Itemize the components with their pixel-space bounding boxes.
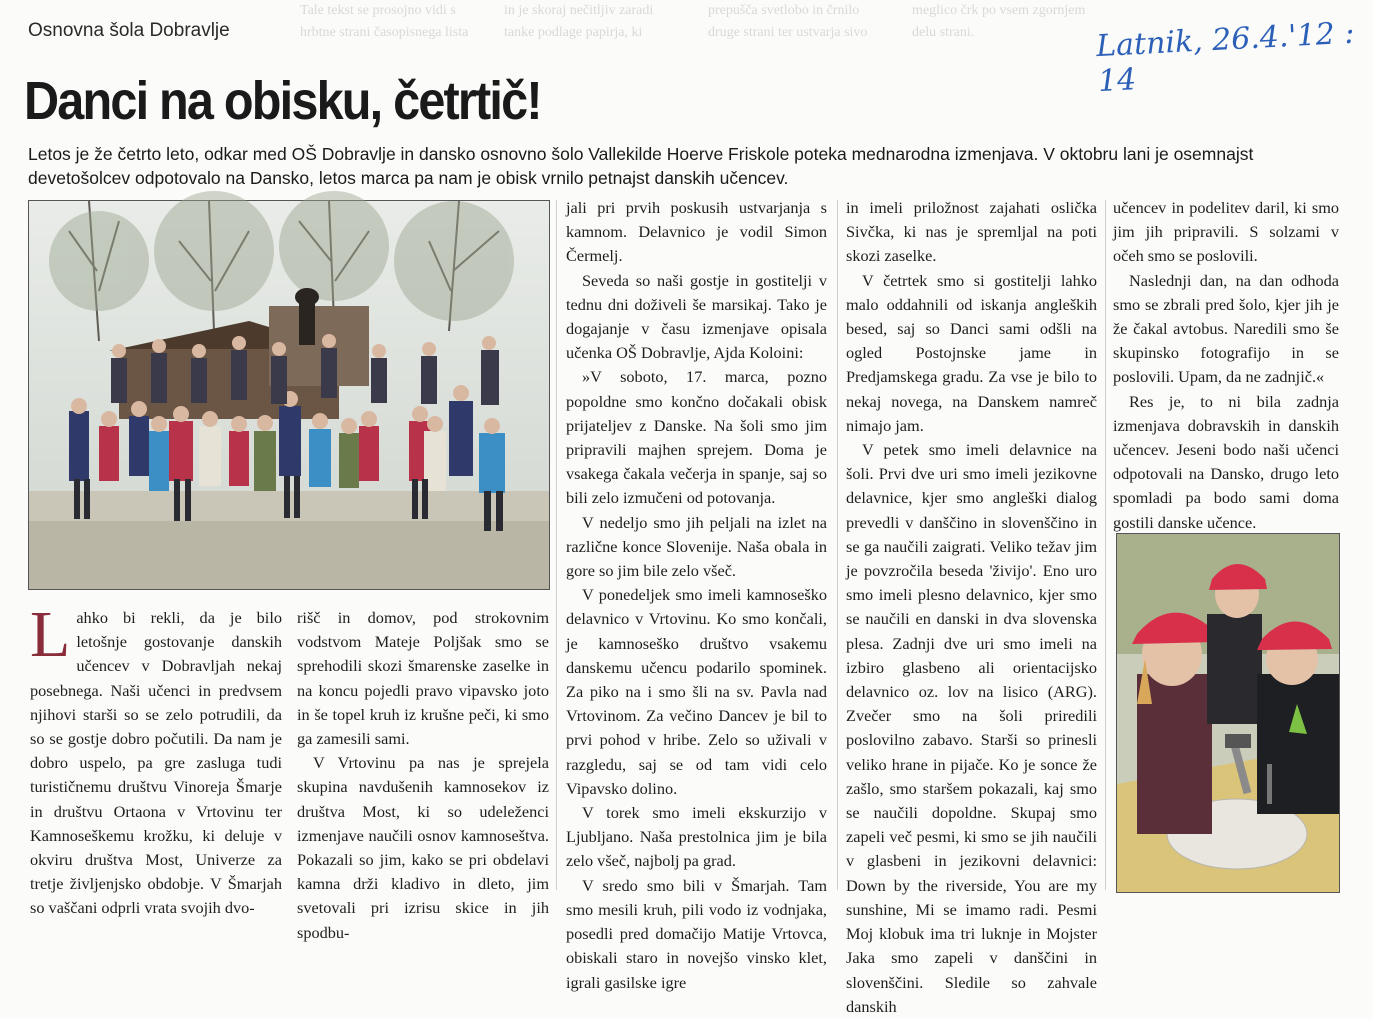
paragraph: jali pri prvih poskusih ustvarjanja s kamnom. Delavnico je vodil Simon Čermelj. <box>566 198 827 266</box>
column-rule <box>837 200 838 890</box>
paragraph: V četrtek smo si gostitelji lahko malo oddahnili od iskanja angleških besed, saj so Danci sami odšli na ogled Postojnske jame in Predjamskega gradu. Za vse je bilo to nekaj novega, na Danskem namreč nimajo jam. <box>846 270 1097 435</box>
headline: Danci na obisku, četrtič! <box>24 71 541 131</box>
paragraph: Naslednji dan, na dan odhoda smo se zbrali pred šolo, kjer jih je že čakal avtobus. Naredili smo še skupinsko fotografijo in se poslovili. Upam, da ne zadnjič.« <box>1113 270 1339 387</box>
drop-cap: L <box>30 598 71 671</box>
paragraph: Res je, to ni bila zadnja izmenjava dobravskih in danskih učencev. Jeseni bodo naši učenci odpotovali na Dansko, drugo leto spomladi pa bodo sami doma gostili danske učence. <box>1113 391 1339 532</box>
article-column-3 <box>566 196 827 992</box>
bleed-through-left <box>0 0 20 900</box>
article-column-1 <box>30 598 282 918</box>
article-column-4 <box>846 196 1097 1016</box>
paragraph: V ponedeljek smo imeli kamnoseško delavnico v Vrtovinu. Ko smo končali, je kamnoseško društvo vsakemu danskemu učencu podarilo spominek. Za piko na i smo šli na sv. Pavla nad Vrtovinom. Za večino Dancev je bil to prvi pohod v hribe. Zelo so uživali v razgledu, saj se od tam vidi celo Vipavsko dolino. <box>566 585 827 798</box>
paragraph: V Vrtovinu pa nas je sprejela skupina navdušenih kamnosekov iz društva Most, ki so udeleženci izmenjave naučili osnov kamnoseštva. Pokazali so jim, kako se pri obdelavi kamna drži kladivo in dleto, jim svetovali pri izrisu skice in jih spodbu- <box>297 753 549 942</box>
group-photo <box>28 200 550 590</box>
paragraph: Seveda so naši gostje in gostitelji v tednu dni doživeli še marsikaj. Tako je dogajanje v času izmenjave opisala učenka OŠ Dobravlje, Ajda Koloini: <box>566 270 827 363</box>
column-rule <box>556 200 557 890</box>
paragraph: »V soboto, 17. marca, pozno popoldne smo končno dočakali obisk prijateljev z Danske. Na šoli smo jim pripravili majhen sprejem. Doma je vsakega čakala večerja in spanje, saj so bili zelo izmučeni od potovanja. <box>566 367 827 508</box>
paragraph: V torek smo imeli ekskurzijo v Ljubljano. Naša prestolnica jim je bila zelo všeč, najbolj pa grad. <box>566 803 827 871</box>
paragraph: V sredo smo bili v Šmarjah. Tam smo mesili kruh, pili vodo iz vodnjaka, posedli pred domačijo Matije Vrtovca, obiskali staro in novejšo vinsko klet, igrali gasilske igre <box>566 875 827 992</box>
article-column-5 <box>1113 196 1339 532</box>
handwritten-annotation: Latnik, 26.4.'12 : 14 <box>1095 15 1356 100</box>
stone-carving-image <box>1117 534 1339 892</box>
paragraph: in imeli priložnost zajahati oslička Sivčka, ki nas je spremljal na poti skozi zaselke. <box>846 198 1097 266</box>
paragraph: rišč in domov, pod strokovnim vodstvom Mateje Poljšak smo se sprehodili skozi šmarenske zaselke in na koncu pojedli pravo vipavsko joto in še topel kruh iz krušne peči, ki smo ga zamesili sami. <box>297 608 549 749</box>
paragraph: učencev in podelitev daril, ki smo jim jih pripravili. S solzami v očeh smo se poslovili. <box>1113 198 1339 266</box>
article-column-2 <box>297 606 549 942</box>
paragraph: V nedeljo smo jih peljali na izlet na različne konce Slovenije. Naša obala in gore so jim bile zelo všeč. <box>566 512 827 581</box>
column-rule <box>1105 200 1106 890</box>
bleed-through-top: Tale tekst se prosojno vidi s hrbtne strani časopisnega lista in je skoraj nečitljiv zaradi tanke podlage papirja, ki prepušča svetlobo in črnilo druge strani ter ustvarja sivo meglico črk po vsem zgornjem delu strani. <box>300 3 1086 40</box>
group-photo-image <box>29 201 549 589</box>
paragraph <box>30 598 282 921</box>
lead-paragraph: Letos je že četrto leto, odkar med OŠ Dobravlje in dansko osnovno šolo Vallekilde Hoerve Friskole poteka mednarodna izmenjava. V oktobru lani je osemnajst devetošolcev odpotovalo na Dansko, letos marca pa nam je obisk vrnilo petnajst danskih učencev. <box>28 144 1254 188</box>
stone-carving-photo <box>1116 533 1340 893</box>
paragraph: V petek smo imeli delavnice na šoli. Prvi dve uri smo imeli jezikovne delavnice, kjer smo angleški dialog prevedli v danščino in slovenščino in se ga naučili zaigrati. Veliko težav jim je povzročila beseda 'živijo'. Eno uro smo imeli plesno delavnico, kjer smo se naučili en danski in dva slovenska plesa. Zadnji dve uri smo imeli na izbiro glasbeno ali orientacijsko delavnico oz. lov na lisico (ARG). Zvečer smo na šoli priredili poslovilno zabavo. Starši so prinesli veliko hrane in pijače. Ko je sonce že zašlo, smo staršem pokazali, kaj smo se naučili dopoldne. Skupaj smo zapeli več pesmi, ki smo se jih naučili v glasbeni in jezikovni delavnici: Down by the riverside, You are my sunshine, Mi se imamo radi. Pesmi Moj klobuk ima tri luknje in Mojster Jaka smo zapeli v danščini in slovenščini. Sledile so zahvale danskih <box>846 440 1097 1016</box>
section-kicker: Osnovna šola Dobravlje <box>28 20 230 41</box>
paragraph-text: ahko bi rekli, da je bilo letošnje gostovanje danskih učencev v Dobravljah nekaj posebnega. Naši učenci in predvsem njihovi starši so se zelo potrudili, da so se gostje dobro počutili. Da nam je dobro uspelo, pa gre zasluga tudi turističnemu društvu Vinoreja Šmarje in društvu Ortaona v Vrtovinu ter Kamnoseškemu krožku, ki deluje v okviru društva Most, Univerze za tretje življenjsko obdobje. V Šmarjah so vaščani odprli vrata svojih dvo- <box>30 608 282 918</box>
